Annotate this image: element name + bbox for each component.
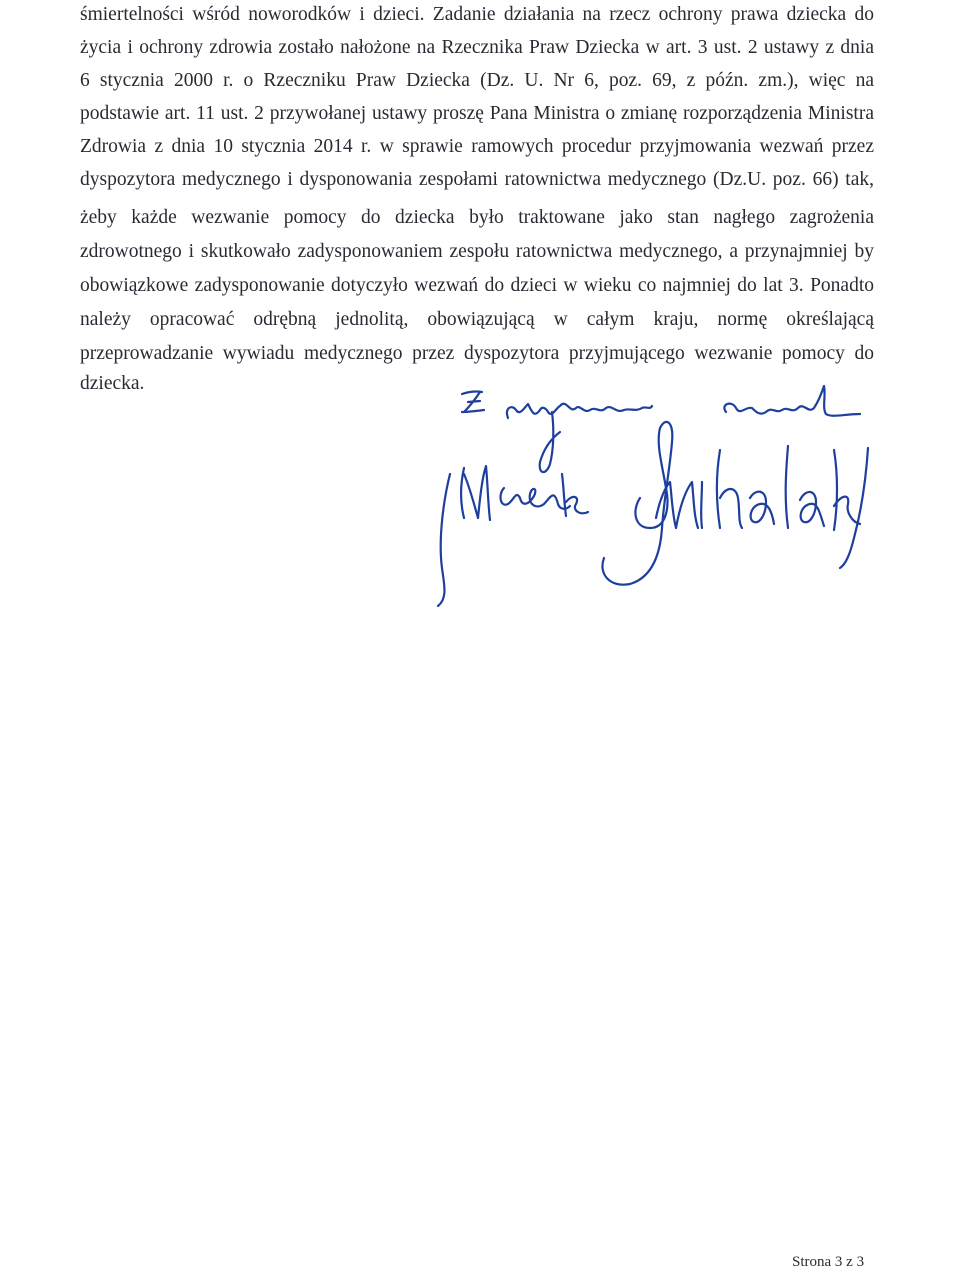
paragraph-line-10: należy opracować odrębną jednolitą, obowiązującą w całym kraju, normę określającą [80,309,874,330]
paragraph-line-11: przeprowadzanie wywiadu medycznego przez dyspozytora przyjmującego wezwanie pomocy do [80,343,874,364]
signature-strokes [438,386,868,606]
paragraph-line-12: dziecka. [80,373,145,394]
paragraph-line-4: podstawie art. 11 ust. 2 przywołanej ustawy proszę Pana Ministra o zmianę rozporządzenia Ministra [80,103,874,124]
paragraph-line-3: 6 stycznia 2000 r. o Rzeczniku Praw Dziecka (Dz. U. Nr 6, poz. 69, z późn. zm.), więc na [80,70,874,91]
paragraph-line-9: obowiązkowe zadysponowanie dotyczyło wezwań do dzieci w wieku co najmniej do lat 3. Ponadto [80,275,874,296]
paragraph-line-1: śmiertelności wśród noworodków i dzieci. Zadanie działania na rzecz ochrony prawa dziecka do [80,4,874,25]
paragraph-line-7: żeby każde wezwanie pomocy do dziecka było traktowane jako stan nagłego zagrożenia [80,207,874,228]
paragraph-line-2: życia i ochrony zdrowia zostało nałożone na Rzecznika Praw Dziecka w art. 3 ust. 2 ustawy z dnia [80,37,874,58]
page-number: Strona 3 z 3 [792,1254,865,1270]
paragraph-line-5: Zdrowia z dnia 10 stycznia 2014 r. w sprawie ramowych procedur przyjmowania wezwań przez [80,136,874,157]
paragraph-line-6: dyspozytora medycznego i dysponowania zespołami ratownictwa medycznego (Dz.U. poz. 66) tak, [80,169,874,190]
paragraph-line-8: zdrowotnego i skutkowało zadysponowaniem zespołu ratownictwa medycznego, a przynajmniej by [80,241,874,262]
handwritten-signature [420,378,880,608]
